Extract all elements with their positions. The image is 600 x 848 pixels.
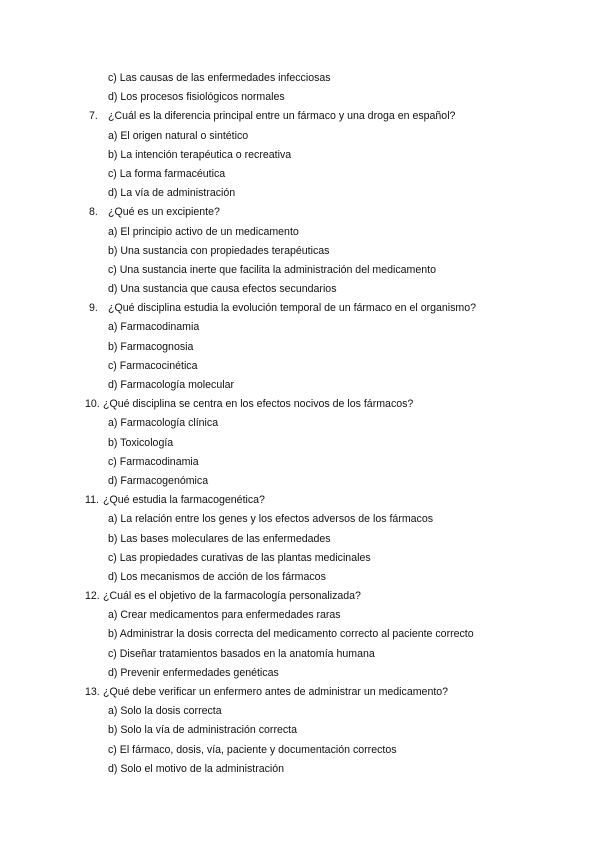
- question-number: 9.: [89, 302, 98, 315]
- question-13: [0, 683, 600, 702]
- option-text: a) Crear medicamentos para enfermedades raras: [108, 609, 341, 622]
- continued-option: [0, 69, 600, 88]
- answer-option: [0, 434, 600, 453]
- question-text: ¿Qué disciplina estudia la evolución temporal de un fármaco en el organismo?: [108, 302, 477, 315]
- option-text: c) Una sustancia inerte que facilita la administración del medicamento: [108, 263, 436, 276]
- question-text: ¿Qué es un excipiente?: [108, 206, 220, 219]
- question-10: [0, 395, 600, 414]
- option-text: b) Farmacognosia: [108, 340, 194, 353]
- question-8: [0, 203, 600, 222]
- answer-option: [0, 645, 600, 664]
- option-text: a) El principio activo de un medicamento: [108, 225, 299, 238]
- answer-option: [0, 261, 600, 280]
- question-number: 13.: [85, 686, 100, 698]
- answer-option: [0, 453, 600, 472]
- answer-option: [0, 376, 600, 395]
- option-text: b) La intención terapéutica o recreativa: [108, 148, 292, 161]
- option-text: d) Los procesos fisiológicos normales: [108, 91, 285, 104]
- question-7: [0, 107, 600, 126]
- option-text: d) Los mecanismos de acción de los fármacos: [108, 570, 326, 583]
- question-text: ¿Cuál es la diferencia principal entre un fármaco y una droga en español?: [108, 110, 456, 123]
- answer-option: [0, 760, 600, 779]
- question-number: 11.: [85, 494, 99, 507]
- answer-option: [0, 568, 600, 587]
- question-list: [0, 69, 600, 779]
- option-text: b) Toxicología: [108, 436, 174, 449]
- option-text: b) Una sustancia con propiedades terapéuticas: [108, 244, 330, 257]
- option-text: c) Farmacocinética: [108, 359, 198, 372]
- answer-option: [0, 127, 600, 146]
- option-text: a) Farmacología clínica: [108, 417, 219, 430]
- answer-option: [0, 741, 600, 760]
- question-text: ¿Qué disciplina se centra en los efectos nocivos de los fármacos?: [103, 398, 414, 411]
- option-text: b) Las bases moleculares de las enfermedades: [108, 532, 331, 545]
- answer-option: [0, 510, 600, 529]
- option-text: d) Farmacología molecular: [108, 379, 234, 391]
- option-text: a) La relación entre los genes y los efectos adversos de los fármacos: [108, 513, 434, 526]
- answer-option: [0, 530, 600, 549]
- question-12: [0, 587, 600, 606]
- answer-option: [0, 165, 600, 184]
- question-number: 8.: [89, 206, 98, 219]
- answer-option: [0, 242, 600, 261]
- answer-option: [0, 223, 600, 242]
- question-9: [0, 299, 600, 318]
- question-11: [0, 491, 600, 510]
- answer-option: [0, 606, 600, 625]
- option-text: c) Diseñar tratamientos basados en la anatomía humana: [108, 647, 375, 660]
- answer-option: [0, 146, 600, 165]
- option-text: c) Las propiedades curativas de las plantas medicinales: [108, 551, 371, 564]
- option-text: d) La vía de administración: [108, 187, 236, 200]
- question-number: 10.: [85, 398, 100, 411]
- answer-option: [0, 664, 600, 683]
- answer-option: [0, 357, 600, 376]
- continued-option: [0, 88, 600, 107]
- answer-option: [0, 318, 600, 337]
- answer-option: [0, 472, 600, 491]
- option-text: c) Las causas de las enfermedades infecciosas: [108, 72, 331, 84]
- option-text: d) Prevenir enfermedades genéticas: [108, 666, 279, 679]
- question-text: ¿Cuál es el objetivo de la farmacología personalizada?: [103, 590, 361, 603]
- answer-option: [0, 280, 600, 299]
- option-text: c) Farmacodinamia: [108, 455, 199, 468]
- option-text: d) Farmacogenómica: [108, 474, 209, 487]
- option-text: c) La forma farmacéutica: [108, 167, 226, 180]
- option-text: a) Solo la dosis correcta: [108, 705, 222, 718]
- answer-option: [0, 702, 600, 721]
- question-text: ¿Qué debe verificar un enfermero antes de administrar un medicamento?: [103, 686, 449, 698]
- question-number: 12.: [85, 590, 100, 603]
- option-text: d) Una sustancia que causa efectos secundarios: [108, 283, 337, 296]
- answer-option: [0, 414, 600, 433]
- option-text: b) Solo la vía de administración correcta: [108, 724, 298, 737]
- option-text: a) Farmacodinamia: [108, 321, 200, 334]
- answer-option: [0, 549, 600, 568]
- answer-option: [0, 625, 600, 644]
- answer-option: [0, 721, 600, 740]
- option-text: a) El origen natural o sintético: [108, 129, 249, 142]
- option-text: c) El fármaco, dosis, vía, paciente y documentación correctos: [108, 743, 397, 756]
- option-text: b) Administrar la dosis correcta del medicamento correcto al paciente correcto: [108, 628, 474, 641]
- option-text: d) Solo el motivo de la administración: [108, 762, 285, 775]
- answer-option: [0, 338, 600, 357]
- answer-option: [0, 184, 600, 203]
- question-text: ¿Qué estudia la farmacogenética?: [103, 494, 265, 507]
- question-number: 7.: [89, 110, 98, 123]
